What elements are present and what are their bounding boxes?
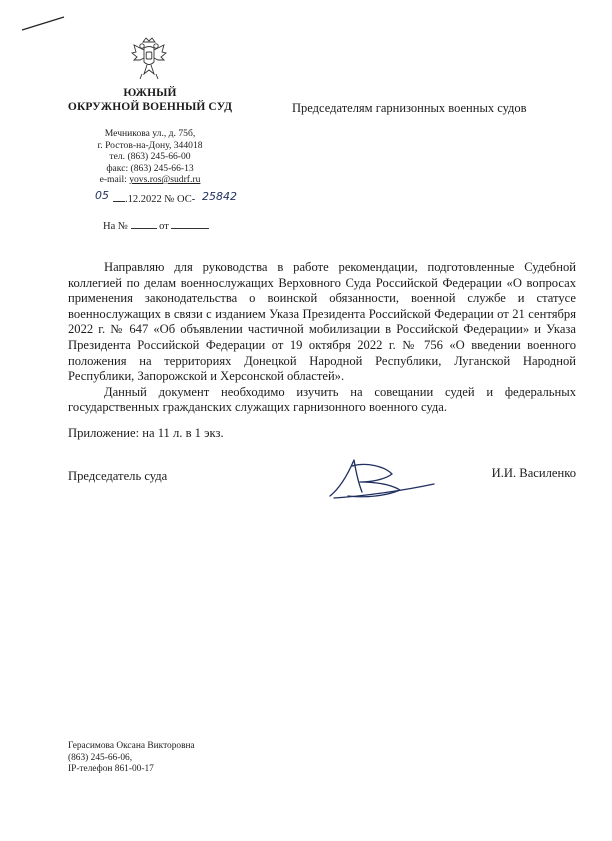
scan-mark	[20, 14, 66, 34]
court-name-line1: ЮЖНЫЙ	[123, 87, 177, 99]
attachment-note: Приложение: на 11 л. в 1 экз.	[68, 426, 224, 440]
court-name-line2: ОКРУЖНОЙ ВОЕННЫЙ СУД	[67, 101, 233, 113]
outgoing-number-line	[88, 189, 238, 209]
court-address-block	[60, 128, 240, 186]
day-blank	[113, 201, 125, 202]
executor-phone: (863) 245-66-06,	[68, 752, 133, 763]
address-street: Мечникова ул., д. 75б,	[104, 128, 196, 139]
executor-ip-phone: IP-телефон 861-00-17	[68, 764, 154, 775]
email-label: e-mail:	[99, 174, 130, 185]
handwritten-signature	[326, 452, 436, 502]
executor-block	[68, 741, 195, 776]
body-paragraph-2: Данный документ необходимо изучить на совещании судей и федеральных государственных гражданских служащих гарнизонного военного суда.	[68, 384, 576, 415]
handwritten-number: 25842	[202, 190, 237, 203]
address-city: г. Ростов-на-Дону, 344018	[97, 139, 203, 151]
coat-of-arms-emblem	[130, 36, 168, 82]
printed-date-text: .12.2022 № ОС-	[125, 194, 196, 205]
outgoing-printed-date	[113, 194, 195, 205]
signatory-name: И.И. Василенко	[491, 466, 576, 480]
letter-body	[68, 260, 576, 416]
reference-number-blank	[131, 228, 157, 229]
reference-prefix: На №	[103, 221, 128, 232]
email-link[interactable]: yovs.ros@sudrf.ru	[129, 174, 201, 185]
reference-date-blank	[171, 228, 209, 229]
address-phone: тел. (863) 245-66-00	[109, 151, 191, 162]
addressee: Председателям гарнизонных военных судов	[292, 101, 527, 115]
address-fax: факс: (863) 245-66-13	[106, 162, 194, 174]
reference-line	[103, 221, 209, 232]
body-paragraph-1: Направляю для руководства в работе рекомендации, подготовленные Судебной коллегией по делам военнослужащих Верховного Суда Российской Федерации «О вопросах применения законодательства о воинской обязанности, военной службе и статусе военнослужащих в связи с изданием Указа Президента Российской Федерации от 21 сентября 2022 г. № 647 «Об объявлении частичной мобилизации в Российской Федерации» и Указа Президента Российской Федерации от 19 октября 2022 г. № 756 «О введении военного положения на территориях Донецкой Народной Республики, Луганской Народной Республики, Запорожской и Херсонской областей».	[68, 260, 576, 384]
reference-from-label: от	[159, 221, 169, 232]
signatory-title: Председатель суда	[68, 469, 168, 483]
court-name	[60, 86, 240, 114]
handwritten-day: 05	[95, 189, 109, 202]
address-email-line	[60, 174, 240, 186]
executor-name: Герасимова Оксана Викторовна	[68, 741, 195, 751]
